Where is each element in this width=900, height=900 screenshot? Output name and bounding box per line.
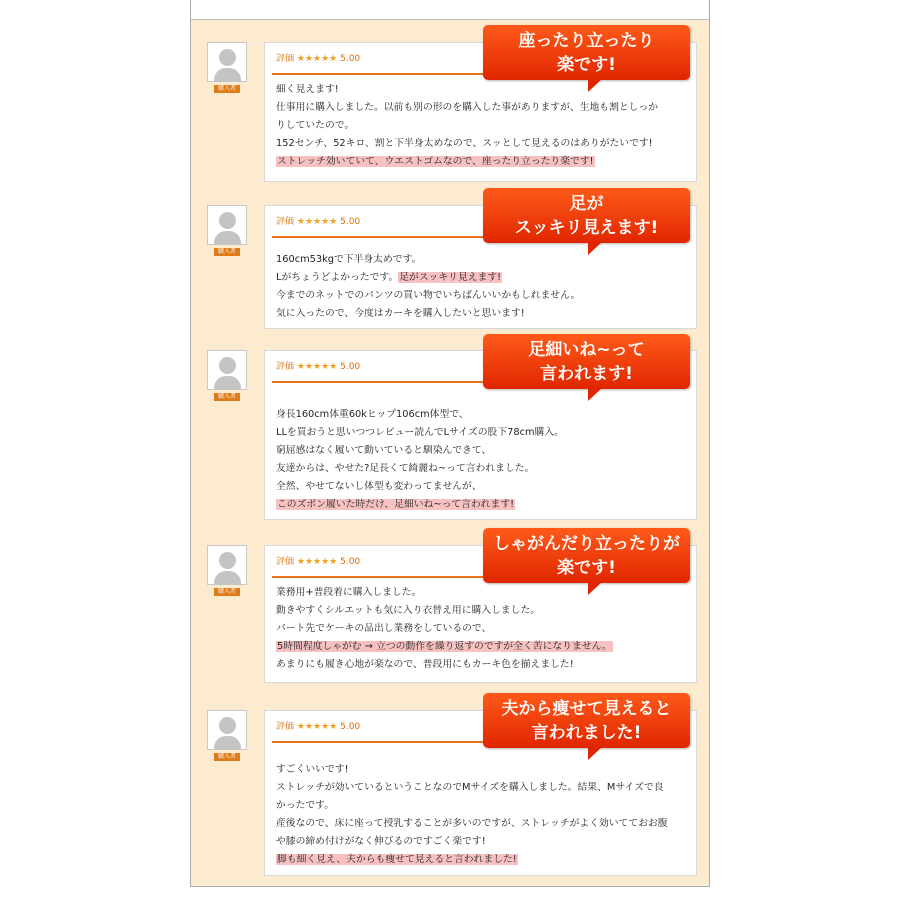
review-line bbox=[276, 797, 688, 815]
review-line-text: パート先でケーキの品出し業務をしているので、 bbox=[276, 623, 492, 634]
review-line-text: 今までのネットでのパンツの買い物でいちばんいいかもしれません。 bbox=[276, 290, 581, 301]
avatar-head bbox=[219, 212, 236, 229]
review-line bbox=[276, 638, 688, 656]
review-line bbox=[276, 602, 688, 620]
avatar-body bbox=[214, 376, 241, 390]
rating-row bbox=[276, 359, 360, 373]
review-line-text: 動きやすくシルエットも気に入り衣替え用に購入しました。 bbox=[276, 605, 541, 616]
review-line-text: 全然、やせてないし体型も変わってませんが、 bbox=[276, 481, 482, 492]
rating-score: 5.00 bbox=[340, 362, 361, 372]
callout-line: 夫から痩せて見えると bbox=[501, 699, 672, 719]
avatar-icon bbox=[207, 42, 247, 82]
review-line-text: 気に入ったので、今度はカーキを購入したいと思います! bbox=[276, 308, 525, 319]
buyer-badge: 購入者 bbox=[214, 248, 240, 256]
star-rating-icon: ★★★★★ bbox=[296, 217, 338, 227]
rating-label: 評価 bbox=[276, 722, 295, 732]
review-line-text: 仕事用に購入しました。以前も別の形のを購入した事がありますが、生地も割としっか bbox=[276, 102, 659, 113]
rating-row bbox=[276, 554, 360, 568]
rating-score: 5.00 bbox=[340, 722, 361, 732]
review-line-text: 細く見えます! bbox=[276, 84, 339, 95]
callout-bubble bbox=[483, 334, 690, 389]
review-line-text: 身長160cm体重60kヒップ106cm体型で、 bbox=[276, 409, 469, 420]
callout-text bbox=[483, 334, 690, 386]
avatar-body bbox=[214, 231, 241, 245]
callout-line: 楽です! bbox=[557, 558, 616, 578]
review-line-text: すごくいいです! bbox=[276, 764, 349, 775]
review-line bbox=[276, 251, 688, 269]
review-line bbox=[276, 478, 688, 496]
review-line bbox=[276, 584, 688, 602]
rating-row bbox=[276, 214, 360, 228]
highlight-text: 脚も細く見え、夫からも痩せて見えると言われました! bbox=[277, 854, 517, 865]
reviewer bbox=[207, 42, 247, 93]
review-line bbox=[276, 81, 688, 99]
avatar-icon bbox=[207, 545, 247, 585]
callout-tail bbox=[588, 388, 602, 401]
review-line bbox=[276, 815, 688, 833]
star-rating-icon: ★★★★★ bbox=[296, 557, 338, 567]
callout-line: 言われました! bbox=[531, 723, 642, 743]
review-line bbox=[276, 833, 688, 851]
review-line bbox=[276, 442, 688, 460]
callout-text bbox=[483, 693, 690, 745]
review-line-text: かったです。 bbox=[276, 800, 334, 811]
rating-score: 5.00 bbox=[340, 54, 361, 64]
review-line bbox=[276, 117, 688, 135]
rating-label: 評価 bbox=[276, 362, 295, 372]
avatar-body bbox=[214, 68, 241, 82]
callout-tail bbox=[588, 747, 602, 760]
callout-text bbox=[483, 188, 690, 240]
callout-tail bbox=[588, 79, 602, 92]
review-line-text: 152センチ、52キロ、割と下半身太めなので、スッとして見えるのはありがたいです! bbox=[276, 138, 653, 149]
callout-tail bbox=[588, 582, 602, 595]
reviewer bbox=[207, 710, 247, 761]
avatar-head bbox=[219, 717, 236, 734]
avatar-head bbox=[219, 552, 236, 569]
callout-line: スッキリ見えます! bbox=[514, 218, 659, 238]
review-line bbox=[276, 656, 688, 674]
callout-tail bbox=[588, 242, 602, 255]
callout-text bbox=[483, 25, 690, 77]
review-line-text: 業務用+普段着に購入しました。 bbox=[276, 587, 422, 598]
review-line bbox=[276, 460, 688, 478]
review-line bbox=[276, 406, 688, 424]
callout-text bbox=[483, 528, 690, 580]
rating-label: 評価 bbox=[276, 54, 295, 64]
buyer-badge: 購入者 bbox=[214, 85, 240, 93]
review-line bbox=[276, 287, 688, 305]
rating-row bbox=[276, 719, 360, 733]
avatar-head bbox=[219, 357, 236, 374]
callout-bubble bbox=[483, 693, 690, 748]
review-line-text: 窮屈感はなく履いて動いていると馴染んできて、 bbox=[276, 445, 492, 456]
callout-line: 足が bbox=[569, 194, 604, 214]
review-line-text: 160cm53kgで下半身太めです。 bbox=[276, 254, 422, 265]
review-line-text: や膝の締め付けがなく伸びるのですごく楽です! bbox=[276, 836, 486, 847]
review-text bbox=[276, 406, 688, 514]
callout-line: 言われます! bbox=[540, 364, 633, 384]
callout-line: しゃがんだり立ったりが bbox=[493, 534, 680, 554]
review-line bbox=[276, 851, 688, 869]
highlight-text: ストレッチ効いていて、ウエストゴムなので、座ったり立ったり楽です! bbox=[277, 156, 594, 167]
review-line-text: 友達からは、やせた?足長くて綺麗ね~って言われました。 bbox=[276, 463, 535, 474]
top-bar bbox=[191, 0, 709, 20]
avatar-icon bbox=[207, 350, 247, 390]
rating-score: 5.00 bbox=[340, 217, 361, 227]
highlight-text: 足がスッキリ見えます! bbox=[399, 272, 502, 283]
callout-bubble bbox=[483, 25, 690, 80]
review-line-text: 産後なので、床に座って授乳することが多いのですが、ストレッチがよく効いてておお腹 bbox=[276, 818, 668, 829]
buyer-badge: 購入者 bbox=[214, 393, 240, 401]
review-line-text: りしていたので。 bbox=[276, 120, 355, 131]
avatar-body bbox=[214, 736, 241, 750]
callout-bubble bbox=[483, 188, 690, 243]
review-line bbox=[276, 305, 688, 323]
rating-score: 5.00 bbox=[340, 557, 361, 567]
review-line bbox=[276, 761, 688, 779]
star-rating-icon: ★★★★★ bbox=[296, 362, 338, 372]
review-text bbox=[276, 81, 688, 171]
callout-line: 座ったり立ったり bbox=[518, 31, 655, 51]
star-rating-icon: ★★★★★ bbox=[296, 722, 338, 732]
review-text bbox=[276, 761, 688, 869]
avatar-icon bbox=[207, 710, 247, 750]
review-text bbox=[276, 584, 688, 674]
reviewer bbox=[207, 205, 247, 256]
avatar-icon bbox=[207, 205, 247, 245]
callout-line: 足細いね~って bbox=[528, 340, 645, 360]
reviewer bbox=[207, 545, 247, 596]
review-line-text: あまりにも履き心地が楽なので、普段用にもカーキ色を揃えました! bbox=[276, 659, 574, 670]
rating-label: 評価 bbox=[276, 557, 295, 567]
star-rating-icon: ★★★★★ bbox=[296, 54, 338, 64]
review-line bbox=[276, 779, 688, 797]
rating-row bbox=[276, 51, 360, 65]
avatar-head bbox=[219, 49, 236, 66]
highlight-text: このズボン履いた時だけ、足細いね~って言われます! bbox=[277, 499, 515, 510]
review-line bbox=[276, 99, 688, 117]
review-text bbox=[276, 251, 688, 323]
review-line-text: Lがちょうどよかったです。 bbox=[276, 272, 399, 283]
review-line bbox=[276, 135, 688, 153]
reviewer bbox=[207, 350, 247, 401]
rating-label: 評価 bbox=[276, 217, 295, 227]
buyer-badge: 購入者 bbox=[214, 753, 240, 761]
review-line bbox=[276, 620, 688, 638]
buyer-badge: 購入者 bbox=[214, 588, 240, 596]
callout-bubble bbox=[483, 528, 690, 583]
review-line bbox=[276, 153, 688, 171]
avatar-body bbox=[214, 571, 241, 585]
highlight-text: 5時間程度しゃがむ → 立つの動作を繰り返すのですが全く苦になりません。 bbox=[277, 641, 612, 652]
callout-line: 楽です! bbox=[557, 55, 616, 75]
review-line-text: LLを買おうと思いつつレビュー読んでLサイズの股下78cm購入。 bbox=[276, 427, 564, 438]
review-line bbox=[276, 269, 688, 287]
review-line bbox=[276, 496, 688, 514]
review-line bbox=[276, 424, 688, 442]
review-line-text: ストレッチが効いているということなのでMサイズを購入しました。結果、Mサイズで良 bbox=[276, 782, 664, 793]
